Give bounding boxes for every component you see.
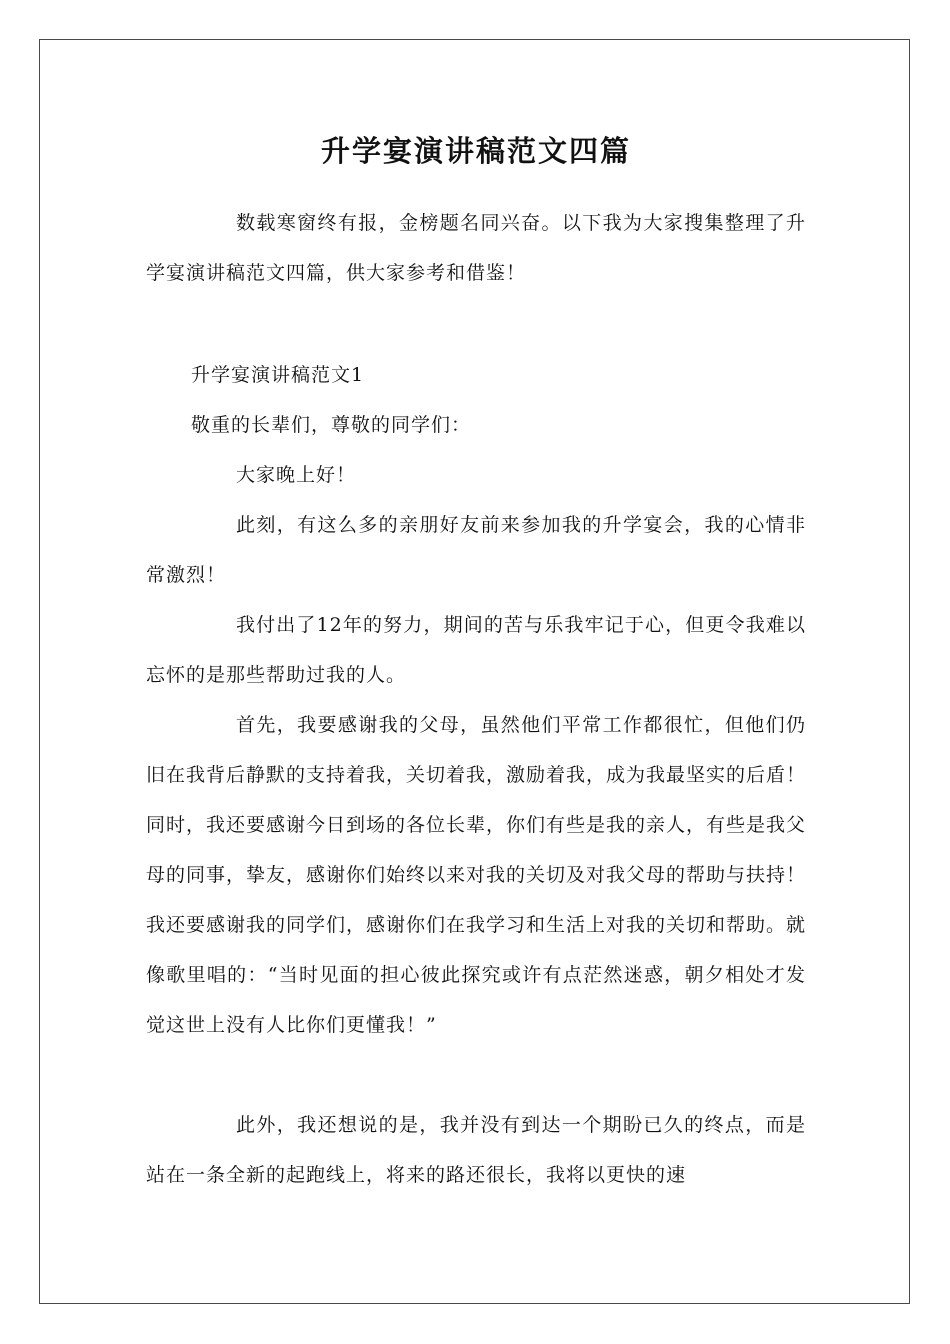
document-title: 升学宴演讲稿范文四篇 xyxy=(320,134,631,168)
salutation: 敬重的长辈们，尊敬的同学们： xyxy=(191,414,472,436)
body-paragraph-3: 首先，我要感谢我的父母，虽然他们平常工作都很忙，但他们仍旧在我背后静默的支持着我，关切着我，激励着我，成为我最坚实的后盾！同时，我还要感谢今日到场的各位长辈，你们有些是我的亲人，有些是我父母的同事，挚友，感谢你们始终以来对我的关切及对我父母的帮助与扶持！我还要感谢我的同学们，感谢你们在我学习和生活上对我的关切和帮助。就像歌里唱的：“当时见面的担心彼此探究或许有点茫然迷惑，朝夕相处才发觉这世上没有人比你们更懂我！” xyxy=(146,714,807,1036)
body-paragraph-2: 我付出了12年的努力，期间的苦与乐我牢记于心，但更令我难以忘怀的是那些帮助过我的人。 xyxy=(146,614,806,686)
section-title: 升学宴演讲稿范文1 xyxy=(191,364,365,386)
body-paragraph-4: 此外，我还想说的是，我并没有到达一个期盼已久的终点，而是站在一条全新的起跑线上，将来的路还很长，我将以更快的速 xyxy=(146,1114,806,1186)
greeting: 大家晚上好！ xyxy=(236,464,357,486)
body-paragraph-1: 此刻，有这么多的亲朋好友前来参加我的升学宴会，我的心情非常激烈！ xyxy=(146,514,806,586)
intro-paragraph: 数载寒窗终有报，金榜题名同兴奋。以下我为大家搜集整理了升学宴演讲稿范文四篇，供大家参考和借鉴！ xyxy=(146,212,806,284)
